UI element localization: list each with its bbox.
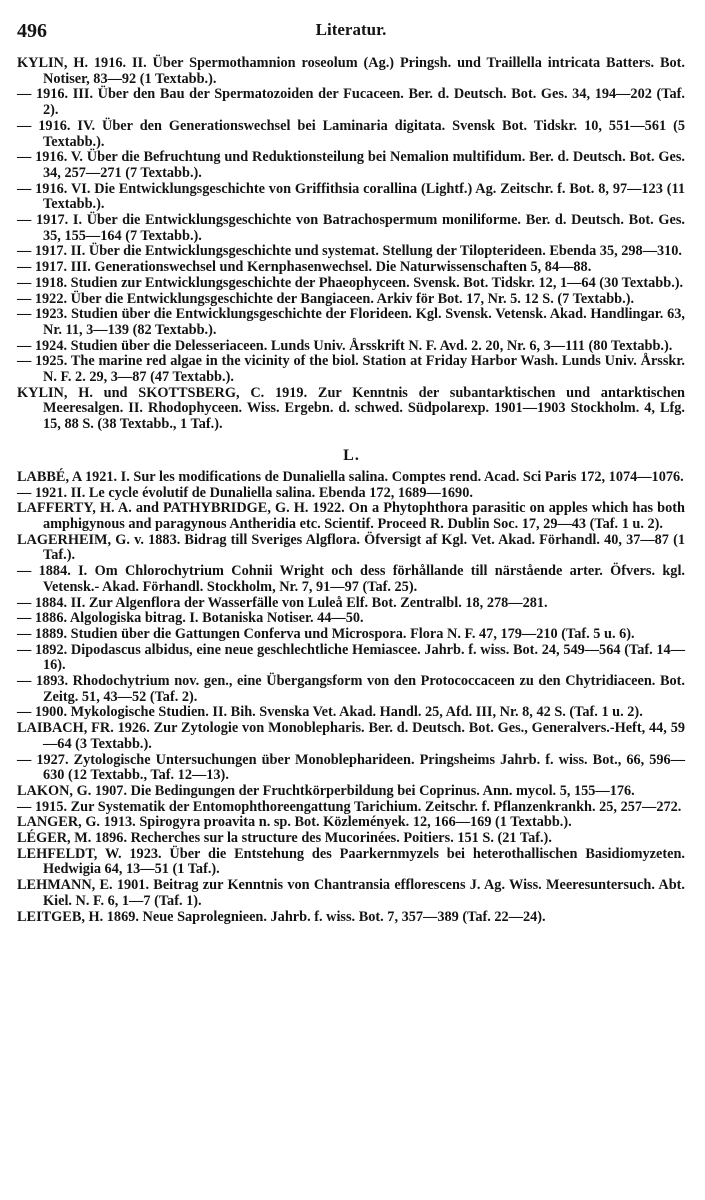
letter-heading-l [17,447,685,464]
bibliography-entry: — 1925. The marine red algae in the vicinity of the biol. Station at Friday Harbor Wash. Lunds Univ. Årsskr. N. F. 2. 29, 3—87 (47 Textabb.). [17,353,685,386]
bibliography-entry: LANGER, G. 1913. Spirogyra proavita n. sp. Bot. Közlemények. 12, 166—169 (1 Textabb.). [17,814,572,831]
bibliography-entry: LEHMANN, E. 1901. Beitrag zur Kenntnis von Chantransia efflorescens J. Ag. Wiss. Meeresuntersuch. Abt. Kiel. N. F. 6, 1—7 (Taf. 1). [17,877,685,909]
bibliography-entry: LÉGER, M. 1896. Recherches sur la structure des Mucorinées. Poitiers. 151 S. (21 Taf.). [17,830,552,847]
bibliography-entry: LAKON, G. 1907. Die Bedingungen der Fruchtkörperbildung bei Coprinus. Ann. mycol. 5, 155—176. [17,782,635,799]
running-title: Literatur. [315,20,387,39]
bibliography-entry: — 1892. Dipodascus albidus, eine neue geschlechtliche Hemiascee. Jahrb. f. wiss. Bot. 24, 549—564 (Taf. 14—16). [17,641,685,674]
bibliography-entry: — 1916. VI. Die Entwicklungsgeschichte von Griffithsia corallina (Lightf.) Ag. Zeitschr. f. Bot. 8, 97—123 (11 Textabb.). [17,180,685,213]
letter-heading-letter: L [343,446,354,464]
bibliography-entry: — 1923. Studien über die Entwicklungsgeschichte der Florideen. Kgl. Svensk. Vetensk. Akad. Handlingar. 63, Nr. 11, 3—139 (82 Textabb.). [17,306,685,338]
bibliography-entry: — 1921. II. Le cycle évolutif de Dunaliella salina. Ebenda 172, 1689—1690. [17,484,473,501]
bibliography-entry: LAFFERTY, H. A. and PATHYBRIDGE, G. H. 1922. On a Phytophthora parasitic on apples which has both amphigynous and paragynous Antheridia etc. Scientif. Proceed R. Dublin Soc. 17, 29—43 (Taf. 1 u. 2). [17,500,685,532]
bibliography-entry: — 1918. Studien zur Entwicklungsgeschichte der Phaeophyceen. Svensk. Bot. Tidskr. 12, 1—64 (30 Textabb.). [17,274,684,291]
bibliography-entry: — 1915. Zur Systematik der Entomophthoreengattung Tarichium. Zeitschr. f. Pflanzenkrankh. 25, 257—272. [17,798,682,815]
bibliography-entry: — 1917. III. Generationswechsel und Kernphasenwechsel. Die Naturwissenschaften 5, 84—88. [17,259,592,276]
page-header [17,14,685,50]
bibliography-entry: KYLIN, H. 1916. II. Über Spermothamnion roseolum (Ag.) Pringsh. und Traillella intricata Batters. Bot. Notiser, 83—92 (1 Textabb.). [17,55,685,87]
bibliography-entry: — 1916. III. Über den Bau der Spermatozoiden der Fucaceen. Ber. d. Deutsch. Bot. Ges. 34, 194—202 (Taf. 2). [17,86,685,119]
bibliography-entry: — 1924. Studien über die Delesseriaceen. Lunds Univ. Årsskrift N. F. Avd. 2. 20, Nr. 6, 3—111 (80 Textabb.). [17,337,673,354]
bibliography-entry: — 1889. Studien über die Gattungen Conferva und Microspora. Flora N. F. 47, 179—210 (Taf. 5 u. 6). [17,625,635,642]
bibliography-entry: LAGERHEIM, G. v. 1883. Bidrag till Sveriges Algflora. Öfversigt af Kgl. Vet. Akad. Förhandl. 40, 37—87 (1 Taf.). [17,531,685,564]
bibliography-entry: — 1893. Rhodochytrium nov. gen., eine Übergangsform von den Protococcaceen zu den Chytridiaceen. Bot. Zeitg. 51, 43—52 (Taf. 2). [17,673,685,705]
bibliography-entry: — 1922. Über die Entwicklungsgeschichte der Bangiaceen. Arkiv för Bot. 17, Nr. 5. 12 S. (7 Textabb.). [17,290,635,307]
bibliography-entry: — 1927. Zytologische Untersuchungen über Monoblepharideen. Pringsheims Jahrb. f. wiss. Bot., 66, 596—630 (12 Textabb., Taf. 12—13). [17,751,685,784]
page-number: 496 [17,20,47,42]
bibliography-entry: — 1917. I. Über die Entwicklungsgeschichte von Batrachospermum moniliforme. Ber. d. Deutsch. Bot. Ges. 35, 155—164 (7 Textabb.). [17,212,685,244]
bibliography-entry: — 1916. V. Über die Befruchtung und Reduktionsteilung bei Nemalion multifidum. Ber. d. Deutsch. Bot. Ges. 34, 257—271 (7 Textabb.). [17,149,685,181]
bibliography-entry: — 1900. Mykologische Studien. II. Bih. Svenska Vet. Akad. Handl. 25, Afd. III, Nr. 8, 42 S. (Taf. 1 u. 2). [17,704,643,721]
letter-heading-dot: . [354,446,359,464]
bibliography-entry: — 1917. II. Über die Entwicklungsgeschichte und systemat. Stellung der Tilopterideen. Ebenda 35, 298—310. [17,243,683,260]
bibliography-section-k [17,56,685,433]
bibliography-entry: LAIBACH, FR. 1926. Zur Zytologie von Monoblepharis. Ber. d. Deutsch. Bot. Ges., Generalvers.-Heft, 44, 59—64 (3 Textabb.). [17,720,685,752]
bibliography-entry: LEITGEB, H. 1869. Neue Saprolegnieen. Jahrb. f. wiss. Bot. 7, 357—389 (Taf. 22—24). [17,908,546,925]
bibliography-entry: — 1886. Algologiska bitrag. I. Botaniska Notiser. 44—50. [17,610,364,627]
bibliography-entry: — 1916. IV. Über den Generationswechsel bei Laminaria digitata. Svensk Bot. Tidskr. 10, 551—561 (5 Textabb.). [17,117,685,150]
bibliography-entry: — 1884. II. Zur Algenflora der Wasserfälle von Luleå Elf. Bot. Zentralbl. 18, 278—281. [17,594,548,611]
bibliography-entry: KYLIN, H. und SKOTTSBERG, C. 1919. Zur Kenntnis der subantarktischen und antarktischen Meeresalgen. II. Rhodophyceen. Wiss. Ergebn. d. schwed. Südpolarexp. 1901—1903 Stockholm. 4, Lfg. 15, 88 S. (38 Textabb., 1 Taf.). [17,384,685,433]
bibliography-entry: — 1884. I. Om Chlorochytrium Cohnii Wright och dess förhållande till närstående arter. Öfvers. kgl. Vetensk.- Akad. Förhandl. Stockholm, Nr. 7, 91—97 (Taf. 25). [17,563,685,595]
bibliography-section-l [17,470,685,925]
bibliography-entry: LABBÉ, A 1921. I. Sur les modifications de Dunaliella salina. Comptes rend. Acad. Sci Paris 172, 1074—1076. [17,468,684,485]
bibliography-entry: LEHFELDT, W. 1923. Über die Entstehung des Paarkernmyzels bei heterothallischen Basidiomyzeten. Hedwigia 64, 13—51 (1 Taf.). [17,845,685,878]
